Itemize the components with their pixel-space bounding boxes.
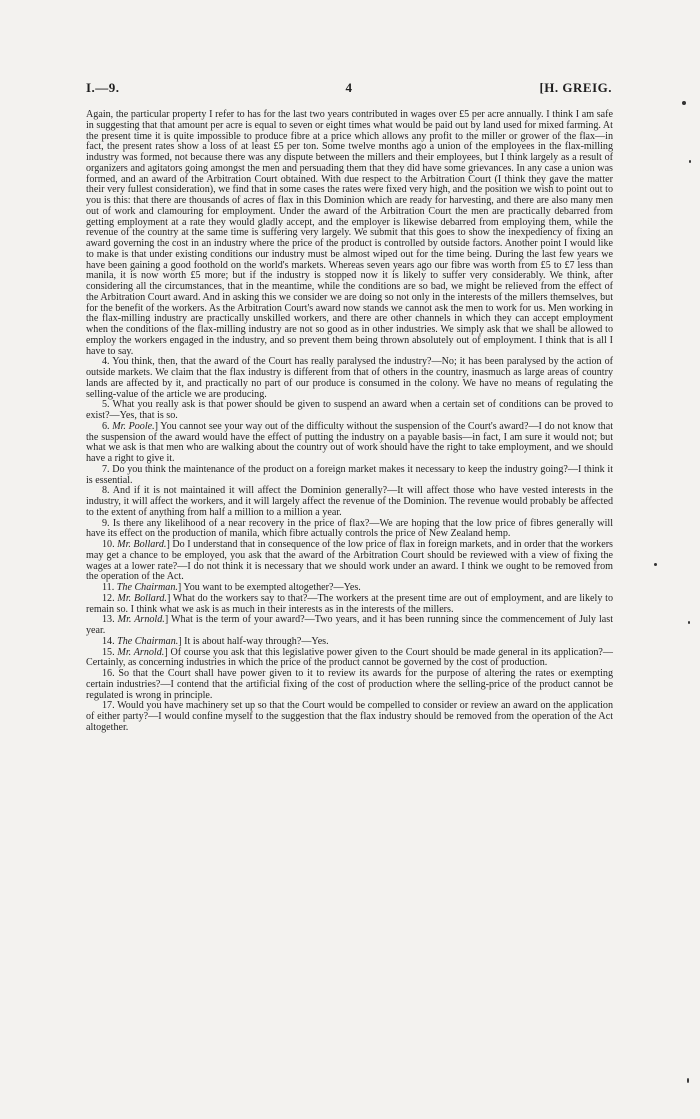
question-number: 10. (102, 539, 118, 550)
question-text: ] You cannot see your way out of the difficulty without the suspension of the Court's award?—I do not know that the suspension of the award would have the effect of putting the industry on a payable basis—in fact, I am sure it would not; but what we ask is that men who are walking about the country out of work should have the right to take employment, and we should have a right to give it. (86, 420, 614, 464)
paragraph-q7: 7. Do you think the maintenance of the product on a foreign market makes it necessary to keep the industry going?—I think it is essential. (86, 463, 613, 486)
question-number: 14. (102, 635, 118, 647)
question-number: 11. (102, 582, 117, 593)
speaker-name: Mr. Bollard. (117, 539, 167, 550)
question-text: ] You want to be exempted altogether?—Yes. (177, 582, 361, 593)
speaker-name: Mr. Arnold. (117, 614, 165, 626)
paper-reference: I.—9. (86, 80, 120, 95)
question-number: 12. (102, 592, 118, 604)
speaker-name: The Chairman. (116, 582, 178, 593)
paragraph-q16: 16. So that the Court shall have power given to it to review its awards for the purpose of altering the rates or exempting certain industries?—I contend that the artificial fixing of the cost of production where the selling-price of the product cannot be regulated is wrong in principle. (86, 668, 613, 701)
scan-speck (688, 621, 690, 624)
paragraph-q10 (86, 540, 613, 583)
page-header (86, 80, 612, 98)
paragraph-q13 (86, 615, 613, 637)
scan-speck (682, 101, 686, 105)
paragraph-q17: 17. Would you have machinery set up so that the Court would be compelled to consider or review an award on the application of either party?—I would confine myself to the suggestion that the flax industry should be removed from the operation of the Act altogether. (86, 700, 613, 733)
question-number: 13. (102, 614, 118, 626)
paragraph-q12 (86, 594, 613, 616)
question-text: ] What is the term of your award?—Two years, and it has been running since the commencement of July last year. (86, 614, 613, 636)
question-text: ] Do I understand that in consequence of the low price of flax in foreign markets, and in order that the workers may get a chance to be employed, you ask that the award of the Arbitration Court should be reviewed with a view of fixing the wages at a lower rate?—I do not think it is necessary that we should work under an award. I think we ought to be removed from the operation of the Act. (86, 539, 613, 583)
question-number: 6. (102, 420, 113, 432)
speaker-name: The Chairman. (117, 635, 179, 647)
speaker-name: Mr. Arnold. (117, 646, 165, 658)
paragraph-q9: 9. Is there any likelihood of a near recovery in the price of flax?—We are hoping that the low price of fibres generally will have its effect on the production of manila, which fibre actually controls the price of New Zealand hemp. (86, 517, 613, 540)
speaker-name: Mr. Poole. (112, 420, 155, 432)
paragraph-q5: 5. What you really ask is that power should be given to suspend an award when a certain set of conditions can be proved to exist?—Yes, that is so. (86, 399, 613, 421)
paragraph-q6 (86, 422, 613, 465)
question-text: ] It is about half-way through?—Yes. (178, 635, 329, 647)
speaker-name: Mr. Bollard. (117, 592, 167, 604)
question-text: ] What do the workers say to that?—The workers at the present time are out of employment, and are likely to remain so. I think what we ask is as much in their interests as in the interests of the millers. (86, 592, 614, 615)
paragraph-q15 (86, 648, 613, 670)
paragraph-statement: Again, the particular property I refer to has for the last two years contributed in wages over £5 per acre annually. I think I am safe in suggesting that that amount per acre is equal to seven or eight times what would be paid out by land used for mixed farming. At the present time it is quite impossible to produce fibre at a price which allows any profit to the miller or grower of the flax—in fact, the present rates show a loss of at least £5 per ton. Some twelve months ago a union of the employees in the flax-milling industry was formed, not because there was any dispute between the millers and their employees, but I think largely as a result of organizers and agitators going amongst the men and persuading them that they did have some grievances. In any case a union was formed, and an award of the Arbitration Court obtained. With due respect to the Arbitration Court (I think they gave the matter their very fullest consideration), we find that in some cases the rates were fixed very high, and the position we wish to point out to you is this: that there are thousands of acres of flax in this Dominion which are ready for harvesting, and there are also many men out of work and clamouring for employment. Under the award of the Arbitration Court the men are practically debarred from getting employment at a rate they would gladly accept, and the employer is likewise debarred from employing them, while the revenue of the country at the same time is suffering very largely. We submit that this goes to show the inexpediency of fixing an award governing the cost in an industry where the price of the product is controlled by outside factors. Another point I would like to make is that under existing conditions our industry must be almost wiped out for the time being. During the last few years we have been gaining a good foothold on the world's markets. Whereas seven years ago our fibre was worth from £5 to £7 less than manila, it is now worth £5 more; but if the industry is stopped now it is likely to suffer very considerably. We think, after considering all the circumstances, that in the meantime, while the conditions are so bad, we might be relieved from the effect of the Arbitration Court award. And in asking this we consider we are doing so not only in the interests of the millers themselves, but for the benefit of the workers. As the Arbitration Court's award now stands we cannot ask the men to work for us. Men working in the flax-milling industry are practically unskilled workers, and there are other channels in which they can accept employment when the conditions of the flax-milling industry are not so good as in other industries. We simply ask that we shall be allowed to employ the workers engaged in the industry, and so prevent them being thrown absolutely out of employment. I think that is all I have to say. (86, 109, 613, 357)
body-text (86, 110, 613, 734)
page-number: 4 (345, 80, 353, 95)
witness-name: [H. GREIG. (539, 80, 612, 95)
question-text: ] Of course you ask that this legislative power given to the Court should be made general in its application?—Certainly, as concerning industries in which the price of the product cannot be governed by the cost of production. (86, 646, 613, 669)
scan-speck (654, 563, 657, 566)
paragraph-q8: 8. And if it is not maintained it will affect the Dominion generally?—It will affect those who have vested interests in the industry, it will affect the workers, and it will largely affect the revenue of the Dominion. The revenue would probably be affected to the extent of anything from half a million to a million a year. (86, 485, 613, 518)
paragraph-q4: 4. You think, then, that the award of the Court has really paralysed the industry?—No; it has been paralysed by the action of outside markets. We claim that the flax industry is different from that of others in the country, inasmuch as large areas of country lands are affected by it, and practically no part of our produce is consumed in the colony. We have no means of regulating the selling-value of the article we are producing. (86, 356, 613, 400)
scan-speck (689, 160, 691, 163)
question-number: 15. (102, 646, 118, 658)
scan-speck (687, 1078, 689, 1083)
